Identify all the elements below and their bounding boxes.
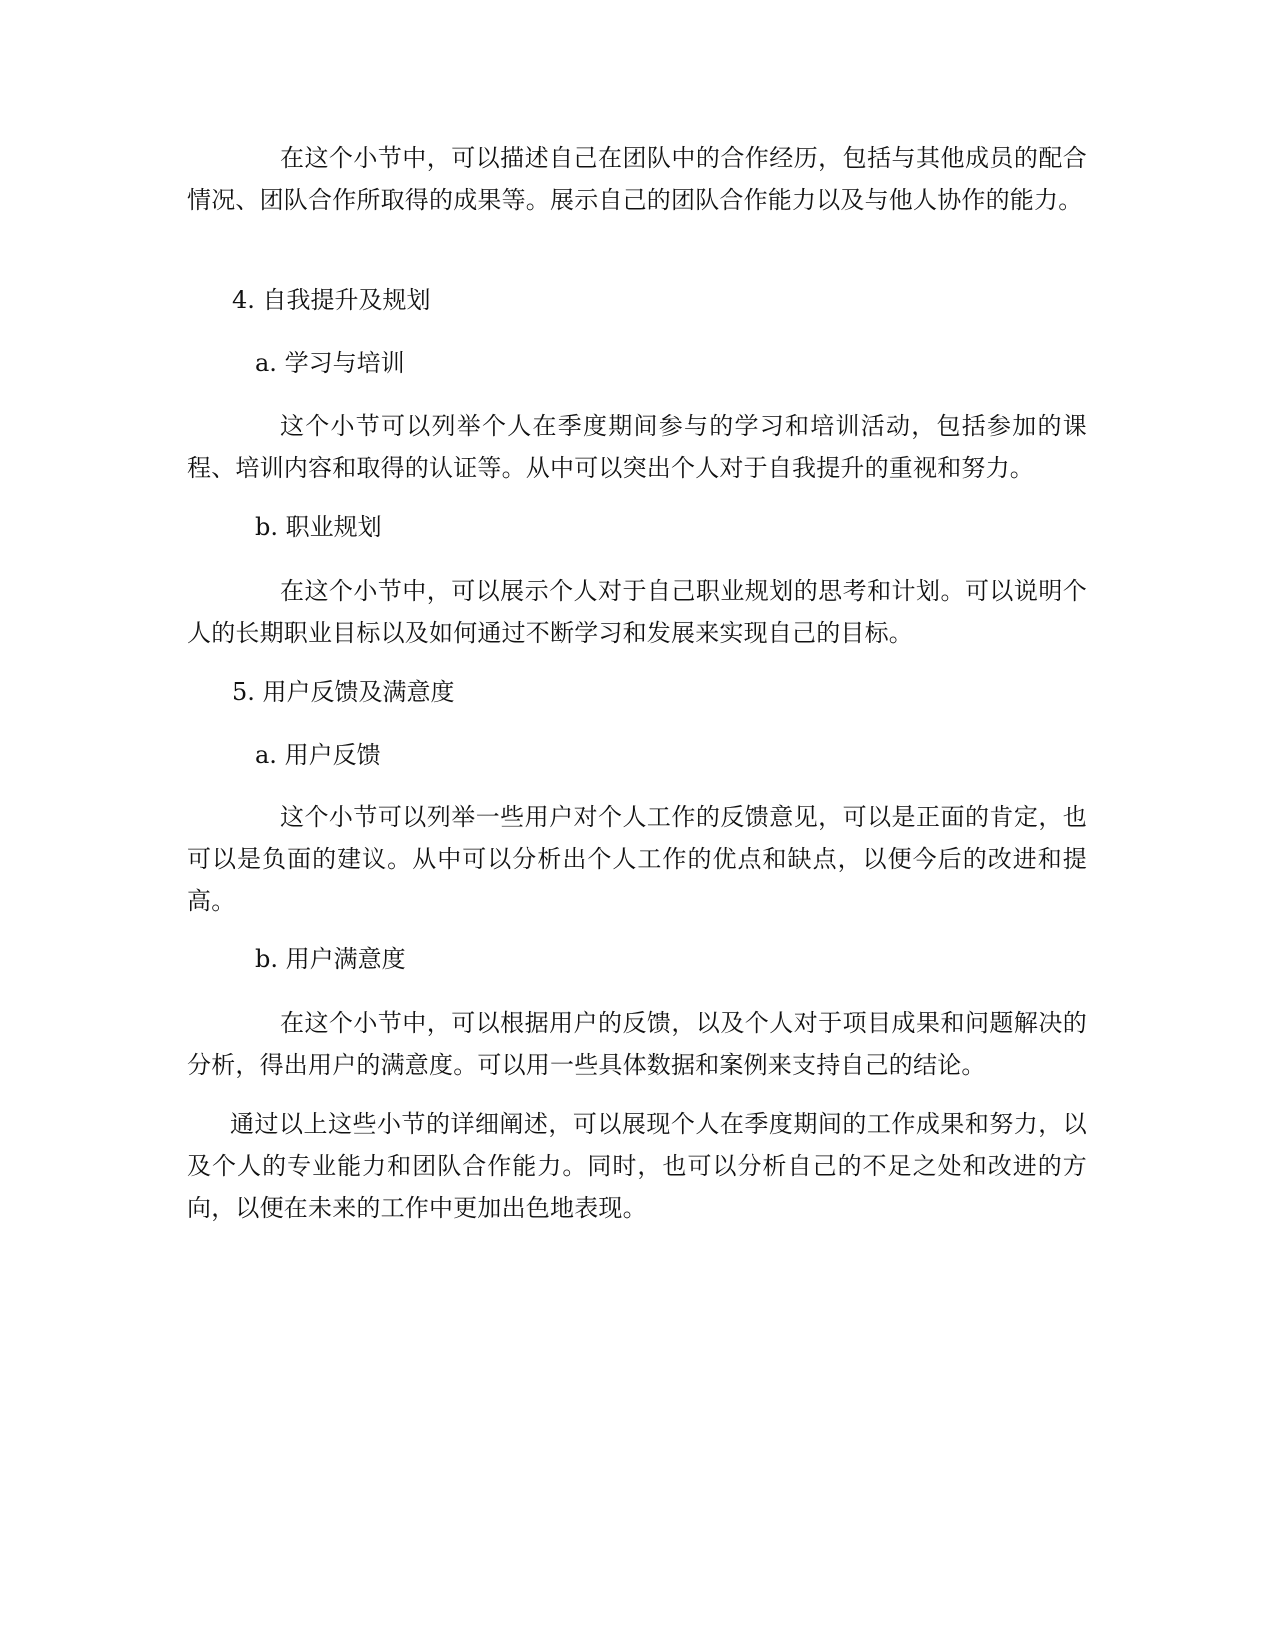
paragraph-teamwork: 在这个小节中，可以描述自己在团队中的合作经历，包括与其他成员的配合情况、团队合作所取得的成果等。展示自己的团队合作能力以及与他人协作的能力。	[187, 144, 1087, 214]
subsection-heading-learning: a. 学习与培训	[255, 349, 405, 377]
paragraph-conclusion: 通过以上这些小节的详细阐述，可以展现个人在季度期间的工作成果和努力，以及个人的专业能力和团队合作能力。同时，也可以分析自己的不足之处和改进的方向，以便在未来的工作中更加出色地表现。	[187, 1110, 1087, 1222]
subsection-heading-satisfaction: b. 用户满意度	[255, 945, 406, 973]
paragraph-learning: 这个小节可以列举个人在季度期间参与的学习和培训活动，包括参加的课程、培训内容和取得的认证等。从中可以突出个人对于自我提升的重视和努力。	[187, 412, 1087, 482]
paragraph-career: 在这个小节中，可以展示个人对于自己职业规划的思考和计划。可以说明个人的长期职业目标以及如何通过不断学习和发展来实现自己的目标。	[187, 577, 1087, 647]
paragraph-satisfaction: 在这个小节中，可以根据用户的反馈，以及个人对于项目成果和问题解决的分析，得出用户的满意度。可以用一些具体数据和案例来支持自己的结论。	[187, 1009, 1087, 1079]
subsection-heading-career: b. 职业规划	[255, 513, 382, 541]
subsection-heading-feedback: a. 用户反馈	[255, 741, 381, 769]
section-heading-user-feedback: 5. 用户反馈及满意度	[232, 678, 455, 706]
section-heading-self-improvement: 4. 自我提升及规划	[232, 286, 431, 314]
paragraph-feedback: 这个小节可以列举一些用户对个人工作的反馈意见，可以是正面的肯定，也可以是负面的建议。从中可以分析出个人工作的优点和缺点，以便今后的改进和提高。	[187, 803, 1087, 915]
